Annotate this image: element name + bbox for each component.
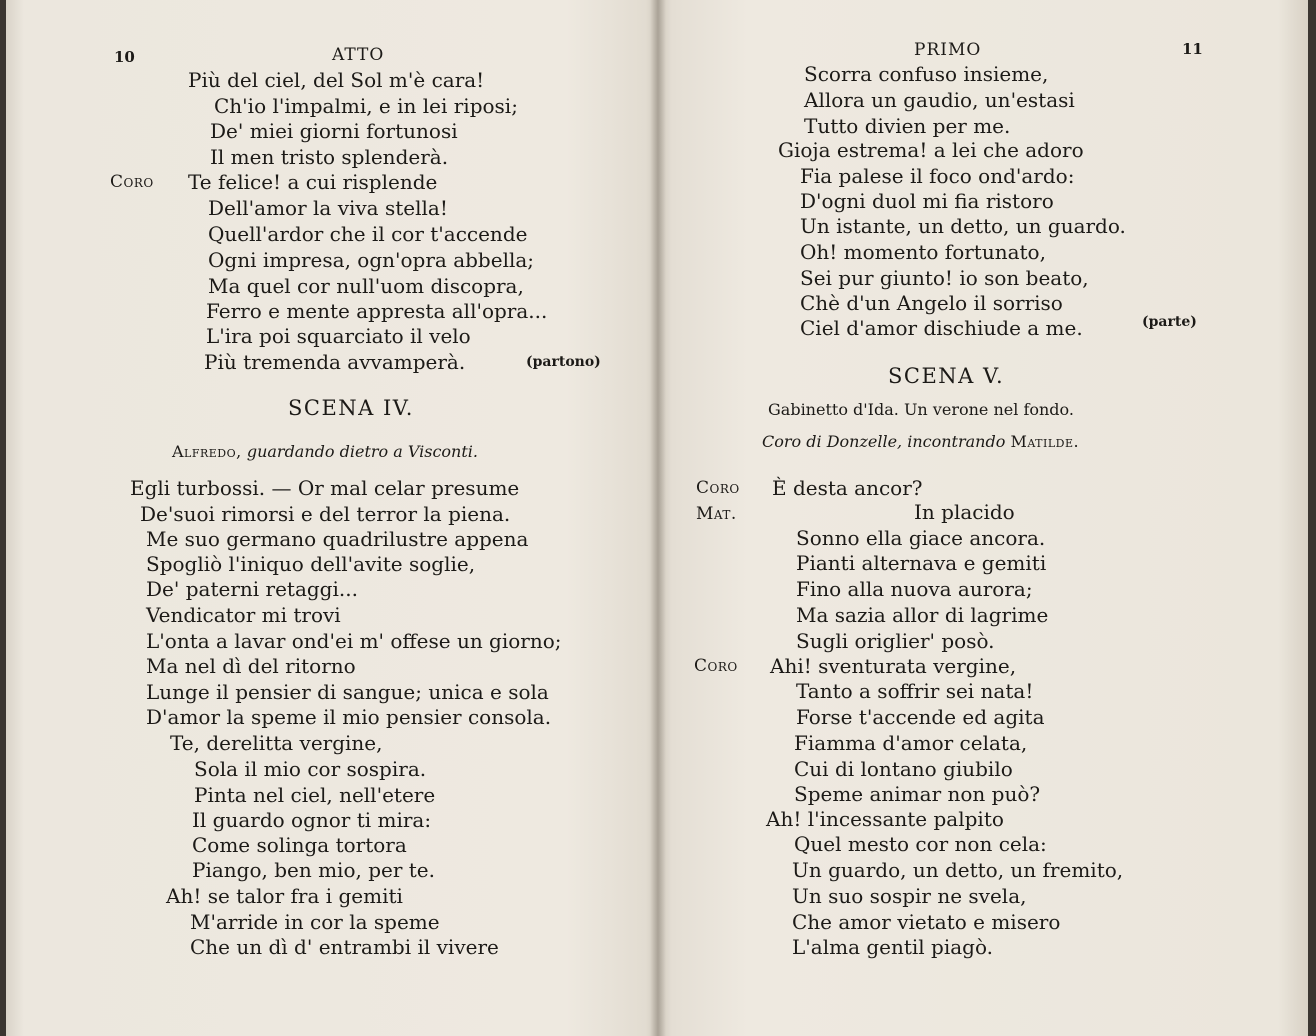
verse-line: Gioja estrema! a lei che adoro (778, 138, 1084, 162)
verse-line: Chè d'un Angelo il sorriso (800, 291, 1063, 315)
verse-line: Te felice! a cui risplende (188, 170, 438, 194)
verse-line: De'suoi rimorsi e del terror la piena. (140, 502, 511, 526)
verse-line: È desta ancor? (772, 476, 923, 500)
verse-line: Ahi! sventurata vergine, (770, 654, 1017, 678)
verse-line: Tutto divien per me. (804, 114, 1011, 138)
verse-line: Come solinga tortora (192, 833, 407, 857)
verse-line: Pianti alternava e gemiti (796, 551, 1047, 575)
verse-line: Più tremenda avvamperà. (204, 350, 466, 374)
setting-text: Gabinetto d'Ida. Un verone nel fondo. (768, 400, 1074, 419)
verse-line: Un istante, un detto, un guardo. (800, 214, 1126, 238)
scene-title: SCENA IV. (288, 396, 414, 420)
verse-line: Che amor vietato e misero (792, 910, 1061, 934)
verse-line: Tanto a soffrir sei nata! (796, 679, 1034, 703)
verse-line: Più del ciel, del Sol m'è cara! (188, 68, 485, 92)
speaker-label: Coro (694, 656, 738, 676)
speaker-label: Coro (696, 478, 740, 498)
right-page (658, 0, 1308, 1036)
verse-line: Allora un gaudio, un'estasi (804, 88, 1075, 112)
stage-heading (172, 442, 478, 461)
running-head: ATTO (332, 45, 385, 65)
verse-line: Cui di lontano giubilo (794, 757, 1013, 781)
verse-line: Un guardo, un detto, un fremito, (792, 858, 1124, 882)
speaker-label: Coro (110, 172, 154, 192)
verse-line: Ah! l'incessante palpito (766, 807, 1004, 831)
verse-line: Ogni impresa, ogn'opra abbella; (208, 248, 535, 272)
character-name: Alfredo, (172, 442, 242, 461)
verse-line: D'ogni duol mi fia ristoro (800, 189, 1054, 213)
running-head: PRIMO (914, 40, 982, 60)
verse-line: Sonno ella giace ancora. (796, 526, 1046, 550)
verse-line: De' miei giorni fortunosi (210, 119, 458, 143)
verse-line: Lunge il pensier di sangue; unica e sola (146, 680, 549, 704)
book-gutter (650, 0, 666, 1036)
verse-line: Spogliò l'iniquo dell'avite soglie, (146, 552, 476, 576)
verse-line: Quel mesto cor non cela: (794, 832, 1047, 856)
left-page (6, 0, 658, 1036)
verse-line: Scorra confuso insieme, (804, 62, 1049, 86)
verse-line: Speme animar non può? (794, 782, 1041, 806)
verse-line: D'amor la speme il mio pensier consola. (146, 705, 552, 729)
verse-line: L'alma gentil piagò. (792, 935, 994, 959)
verse-line: Pinta nel ciel, nell'etere (194, 783, 436, 807)
stage-direction: (partono) (526, 354, 601, 370)
verse-line: Il guardo ognor ti mira: (192, 808, 432, 832)
verse-line: Che un dì d' entrambi il vivere (190, 935, 499, 959)
stage-text: Coro di Donzelle, incontrando (762, 432, 1006, 451)
verse-line: Sei pur giunto! io son beato, (800, 266, 1089, 290)
verse-line: Fia palese il foco ond'ardo: (800, 164, 1075, 188)
character-name: Matilde. (1010, 432, 1080, 451)
page-number: 10 (114, 48, 135, 66)
verse-line: Fino alla nuova aurora; (796, 577, 1033, 601)
verse-line: Ma quel cor null'uom discopra, (208, 274, 524, 298)
verse-line: Sola il mio cor sospira. (194, 757, 427, 781)
verse-line: Ma sazia allor di lagrime (796, 603, 1049, 627)
verse-line: In placido (914, 500, 1015, 524)
stage-direction: (parte) (1142, 314, 1197, 330)
verse-line: De' paterni retaggi... (146, 577, 358, 601)
page-number: 11 (1182, 40, 1203, 58)
verse-line: L'ira poi squarciato il velo (206, 324, 471, 348)
verse-line: M'arride in cor la speme (190, 910, 440, 934)
verse-line: Ma nel dì del ritorno (146, 654, 356, 678)
verse-line: Il men tristo splenderà. (210, 145, 449, 169)
verse-line: Egli turbossi. — Or mal celar presume (130, 476, 520, 500)
verse-line: Ch'io l'impalmi, e in lei riposi; (214, 94, 518, 118)
stage-heading (762, 432, 1079, 451)
verse-line: L'onta a lavar ond'ei m' offese un giorno; (146, 629, 562, 653)
speaker-label: Mat. (696, 504, 737, 524)
verse-line: Ferro e mente appresta all'opra... (206, 299, 548, 323)
verse-line: Ah! se talor fra i gemiti (166, 884, 403, 908)
verse-line: Te, derelitta vergine, (170, 731, 383, 755)
verse-line: Un suo sospir ne svela, (792, 884, 1027, 908)
verse-line: Piango, ben mio, per te. (192, 858, 435, 882)
verse-line: Oh! momento fortunato, (800, 240, 1046, 264)
verse-line: Vendicator mi trovi (146, 603, 341, 627)
verse-line: Sugli origlier' posò. (796, 629, 995, 653)
verse-line: Me suo germano quadrilustre appena (146, 527, 529, 551)
scene-title: SCENA V. (888, 364, 1005, 388)
verse-line: Quell'ardor che il cor t'accende (208, 222, 528, 246)
stage-text: guardando dietro a Visconti. (246, 442, 478, 461)
verse-line: Fiamma d'amor celata, (794, 731, 1028, 755)
verse-line: Ciel d'amor dischiude a me. (800, 316, 1083, 340)
verse-line: Dell'amor la viva stella! (208, 196, 448, 220)
verse-line: Forse t'accende ed agita (796, 705, 1045, 729)
